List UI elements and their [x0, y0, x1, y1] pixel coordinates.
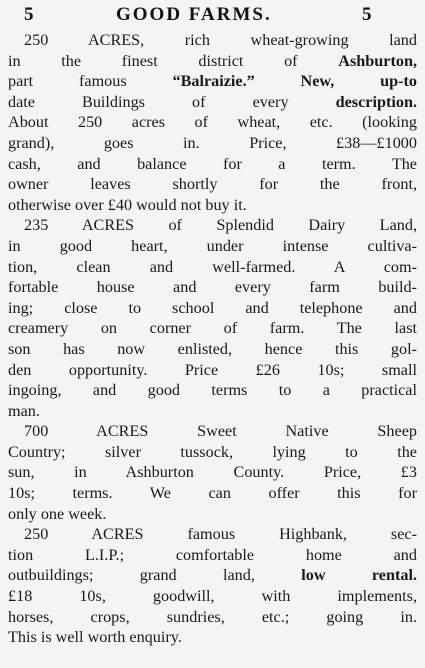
text-line: 250 ACRES, rich wheat-growing land	[24, 31, 417, 49]
text-line: in good heart, under intense cultiva-	[8, 236, 417, 255]
heading-number-left: 5	[24, 4, 36, 25]
text-line: man.	[8, 401, 40, 420]
text-line: grand), goes in. Price, £38—£1000	[8, 133, 417, 152]
text-line: 10s; terms. We can offer this for	[8, 484, 417, 503]
text-line: 700 ACRES Sweet Native Sheep	[24, 422, 417, 441]
text-line: About 250 acres of wheat, etc. (looking	[8, 113, 417, 132]
advert-heading	[8, 2, 417, 28]
heading-title: GOOD FARMS.	[116, 4, 272, 25]
text-line: 235 ACRES of Splendid Dairy Land,	[24, 216, 417, 235]
text-line: This is well worth enquiry.	[8, 628, 182, 647]
text-line: horses, crops, sundries, etc.; going in.	[8, 607, 417, 626]
text-line: date Buildings of every description.	[8, 92, 417, 111]
text-line: owner leaves shortly for the front,	[8, 175, 417, 194]
text-line: sun, in Ashburton County. Price, £3	[8, 463, 417, 482]
text-line: outbuildings; grand land, low rental.	[8, 566, 417, 585]
text-line: son has now enlisted, hence this gol-	[8, 339, 417, 358]
text-line: 250 ACRES famous Highbank, sec-	[24, 525, 417, 544]
text-line: den opportunity. Price £26 10s; small	[8, 360, 417, 379]
text-line: creamery on corner of farm. The last	[8, 319, 417, 338]
text-line: tion, clean and well-farmed. A com-	[8, 257, 417, 276]
text-line: only one week.	[8, 504, 107, 523]
heading-number-right: 5	[362, 4, 374, 25]
text-line: part famous “Balraizie.” New, up-to	[8, 72, 417, 91]
text-line: ingoing, and good terms to a practical	[8, 381, 417, 400]
text-line: tion L.I.P.; comfortable home and	[8, 545, 417, 564]
text-line: ing; close to school and telephone and	[8, 298, 417, 317]
text-line: Country; silver tussock, lying to the	[8, 442, 417, 461]
text-line: otherwise over £40 would not buy it.	[8, 195, 247, 214]
text-line: fortable house and every farm build-	[8, 278, 417, 297]
text-line: in the finest district of Ashburton,	[8, 51, 417, 70]
text-line: cash, and balance for a term. The	[8, 154, 417, 173]
advert-body	[8, 30, 417, 648]
text-line: £18 10s, goodwill, with implements,	[8, 587, 417, 606]
